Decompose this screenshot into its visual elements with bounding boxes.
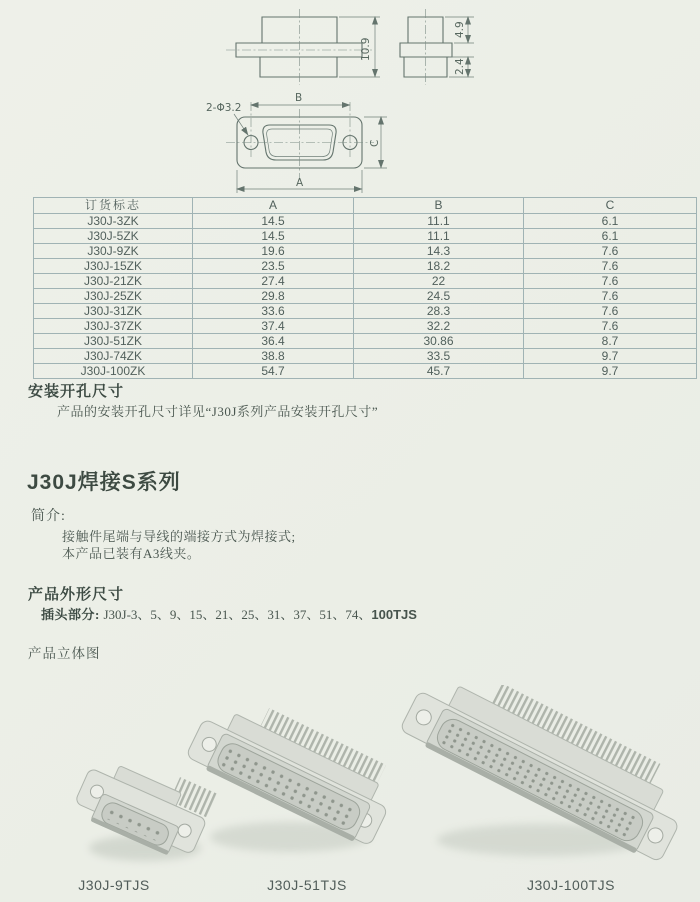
table-row (34, 244, 697, 259)
product-photo-j30j-100tjs (390, 685, 690, 880)
dimension-table (33, 197, 697, 379)
cell-b: 22 (354, 274, 524, 289)
col-header-c: C (524, 198, 697, 214)
cell-c: 7.6 (524, 274, 697, 289)
face-view-drawing (206, 92, 387, 193)
cell-code: J30J-51ZK (34, 334, 193, 349)
cell-b: 11.1 (354, 229, 524, 244)
table-row (34, 304, 697, 319)
dim-c-label: C (369, 139, 381, 147)
intro-label: 简介: (31, 509, 66, 524)
cell-code: J30J-100ZK (34, 364, 193, 379)
outline-models-bold: 100TJS (371, 607, 417, 622)
cell-b: 11.1 (354, 214, 524, 229)
outline-section-body (41, 604, 417, 623)
cell-a: 54.7 (193, 364, 354, 379)
cell-c: 7.6 (524, 289, 697, 304)
table-row (34, 259, 697, 274)
intro-line-1: 接触件尾端与导线的端接方式为焊接式; (62, 529, 296, 544)
dim-b-label: B (295, 92, 303, 104)
outline-models: J30J-3、5、9、15、21、25、31、37、51、74、 (103, 607, 372, 622)
cell-a: 38.8 (193, 349, 354, 364)
cell-b: 45.7 (354, 364, 524, 379)
table-row (34, 214, 697, 229)
dim-overall-height: 10.9 (360, 37, 372, 61)
cell-c: 6.1 (524, 229, 697, 244)
cell-c: 7.6 (524, 244, 697, 259)
product-label-9tjs: J30J-9TJS (78, 877, 150, 893)
cell-code: J30J-74ZK (34, 349, 193, 364)
table-row (34, 274, 697, 289)
cell-a: 29.8 (193, 289, 354, 304)
product-label-100tjs: J30J-100TJS (527, 877, 615, 893)
front-view-drawing (226, 9, 380, 85)
cell-code: J30J-15ZK (34, 259, 193, 274)
cell-c: 7.6 (524, 259, 697, 274)
cell-a: 23.5 (193, 259, 354, 274)
cell-code: J30J-21ZK (34, 274, 193, 289)
cell-a: 33.6 (193, 304, 354, 319)
cell-c: 7.6 (524, 304, 697, 319)
cell-a: 19.6 (193, 244, 354, 259)
cell-c: 9.7 (524, 364, 697, 379)
cell-a: 36.4 (193, 334, 354, 349)
cell-a: 37.4 (193, 319, 354, 334)
product-label-51tjs: J30J-51TJS (267, 877, 347, 893)
table-row (34, 229, 697, 244)
dim-top-height: 4.9 (454, 21, 466, 38)
cell-code: J30J-37ZK (34, 319, 193, 334)
table-row (34, 334, 697, 349)
cell-b: 32.2 (354, 319, 524, 334)
cell-b: 30.86 (354, 334, 524, 349)
cell-c: 9.7 (524, 349, 697, 364)
cell-code: J30J-25ZK (34, 289, 193, 304)
col-header-a: A (193, 198, 354, 214)
table-row (34, 349, 697, 364)
cell-c: 6.1 (524, 214, 697, 229)
cell-b: 33.5 (354, 349, 524, 364)
dim-bottom-height: 2.4 (454, 58, 466, 75)
cell-code: J30J-31ZK (34, 304, 193, 319)
cell-a: 27.4 (193, 274, 354, 289)
cell-a: 14.5 (193, 214, 354, 229)
intro-line-2: 本产品已装有A3线夹。 (62, 546, 201, 561)
col-header-b: B (354, 198, 524, 214)
cell-b: 14.3 (354, 244, 524, 259)
technical-drawing (200, 5, 500, 195)
cell-a: 14.5 (193, 229, 354, 244)
table-row (34, 319, 697, 334)
outline-body-label: 插头部分: (41, 607, 100, 622)
cell-code: J30J-3ZK (34, 214, 193, 229)
cell-b: 24.5 (354, 289, 524, 304)
mounting-section-title: 安装开孔尺寸 (28, 384, 125, 400)
product-photo-j30j-51tjs (178, 692, 393, 882)
table-row (34, 289, 697, 304)
mounting-section-body: 产品的安装开孔尺寸详见“J30J系列产品安装开孔尺寸” (57, 404, 379, 419)
cell-code: J30J-9ZK (34, 244, 193, 259)
cell-c: 8.7 (524, 334, 697, 349)
cell-b: 28.3 (354, 304, 524, 319)
view3d-section-title: 产品立体图 (28, 646, 101, 661)
table-header-row (34, 198, 697, 214)
cell-b: 18.2 (354, 259, 524, 274)
side-view-drawing (400, 9, 474, 85)
hole-callout: 2-Φ3.2 (206, 102, 242, 114)
dim-a-label: A (296, 177, 304, 189)
cell-c: 7.6 (524, 319, 697, 334)
cell-code: J30J-5ZK (34, 229, 193, 244)
table-row (34, 364, 697, 379)
outline-section-title: 产品外形尺寸 (28, 587, 125, 603)
series-title: J30J焊接S系列 (27, 471, 181, 494)
col-header-code: 订货标志 (34, 198, 193, 214)
